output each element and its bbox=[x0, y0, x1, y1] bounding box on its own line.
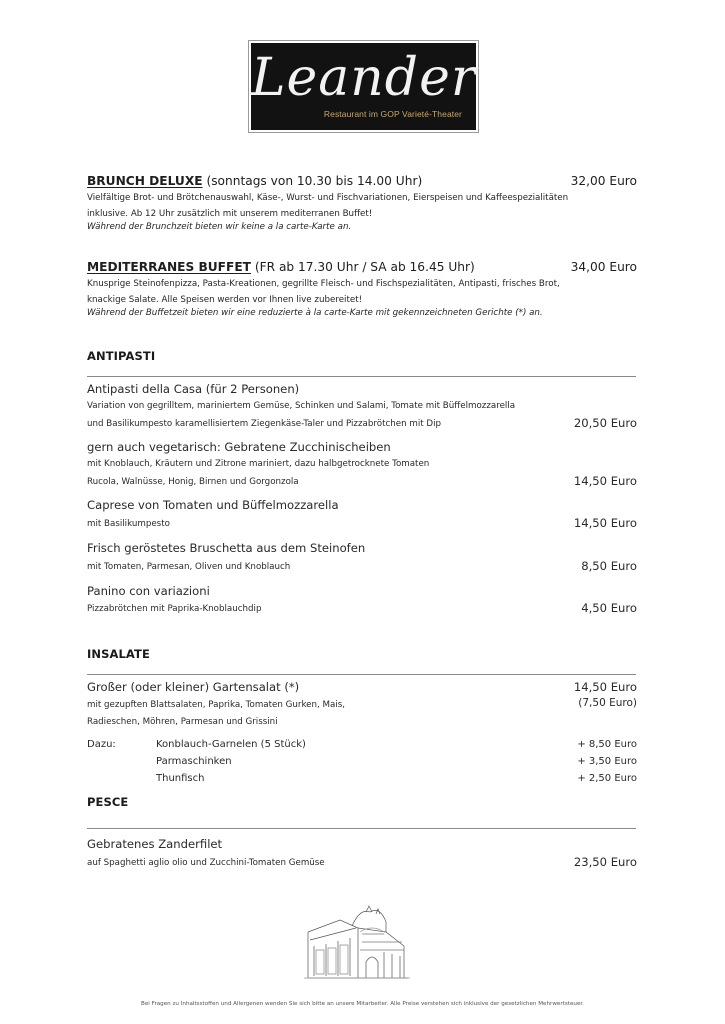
extra-item: Parmaschinken bbox=[156, 756, 232, 767]
menu-item-name: Gebratenes Zanderfilet bbox=[87, 837, 223, 851]
section-title: INSALATE bbox=[87, 647, 150, 661]
extra-price: + 2,50 Euro bbox=[577, 773, 637, 784]
offer-times: (sonntags von 10.30 bis 14.00 Uhr) bbox=[206, 174, 423, 188]
offer-description-line: Knusprige Steinofenpizza, Pasta-Kreationen, gegrillte Fleisch- und Fischspezialitäten, Antipasti, frisches Brot, bbox=[87, 279, 560, 289]
restaurant-logo bbox=[251, 43, 476, 130]
offer-description-line: Vielfältige Brot- und Brötchenauswahl, Käse-, Wurst- und Fischvariationen, Eierspeisen und Kaffeespezialitäten bbox=[87, 193, 569, 203]
menu-item-description: und Basilikumpesto karamellisiertem Ziegenkäse-Taler und Pizzabrötchen mit Dip bbox=[87, 419, 442, 429]
menu-item-price: 4,50 Euro bbox=[581, 601, 637, 615]
offer-description-line: knackige Salate. Alle Speisen werden vor Ihnen live zubereitet! bbox=[87, 295, 363, 305]
offer-note: Während der Brunchzeit bieten wir keine a la carte-Karte an. bbox=[87, 222, 352, 232]
logo-wordmark: Leander bbox=[251, 48, 477, 108]
offer-price: 34,00 Euro bbox=[570, 260, 637, 274]
menu-item-description: Variation von gegrilltem, mariniertem Gemüse, Schinken und Salami, Tomate mit Büffelmozzarella bbox=[87, 401, 516, 411]
menu-item-price: 14,50 Euro bbox=[573, 516, 637, 530]
logo-subtitle: Restaurant im GOP Varieté-Theater bbox=[323, 109, 462, 119]
offer-times: (FR ab 17.30 Uhr / SA ab 16.45 Uhr) bbox=[254, 260, 475, 274]
section-title: ANTIPASTI bbox=[87, 349, 156, 363]
section-divider bbox=[87, 376, 636, 377]
menu-item-name: Großer (oder kleiner) Gartensalat (*) bbox=[87, 680, 300, 694]
menu-item-description: Pizzabrötchen mit Paprika-Knoblauchdip bbox=[87, 604, 262, 614]
offer-name: MEDITERRANES BUFFET bbox=[87, 260, 251, 274]
extra-item: Thunfisch bbox=[156, 773, 205, 784]
menu-item-description: Radieschen, Möhren, Parmesan und Grissini bbox=[87, 717, 278, 727]
theater-building-sketch-icon bbox=[300, 902, 412, 982]
menu-item-name: Caprese von Tomaten und Büffelmozzarella bbox=[87, 498, 339, 512]
menu-item-description: mit Tomaten, Parmesan, Oliven und Knoblauch bbox=[87, 562, 291, 572]
menu-item-description: mit gezupften Blattsalaten, Paprika, Tomaten Gurken, Mais, bbox=[87, 700, 346, 710]
menu-item-price: 20,50 Euro bbox=[573, 416, 637, 430]
extra-price: + 8,50 Euro bbox=[577, 739, 637, 750]
menu-item-price: 8,50 Euro bbox=[581, 559, 637, 573]
section-divider bbox=[87, 674, 636, 675]
footer-note: Bei Fragen zu Inhaltsstoffen und Allergenen wenden Sie sich bitte an unsere Mitarbeiter. Alle Preise verstehen sich inklusive der gesetzlichen Mehrwertsteuer. bbox=[141, 1001, 584, 1007]
menu-item-name: Antipasti della Casa (für 2 Personen) bbox=[87, 382, 300, 396]
menu-item-name: gern auch vegetarisch: Gebratene Zucchinischeiben bbox=[87, 440, 391, 454]
menu-item-price-small: (7,50 Euro) bbox=[578, 697, 637, 709]
offer-note: Während der Buffetzeit bieten wir eine reduzierte à la carte-Karte mit gekennzeichneten Gerichte (*) an. bbox=[87, 308, 543, 318]
extras-label: Dazu: bbox=[87, 739, 116, 750]
menu-item-description: auf Spaghetti aglio olio und Zucchini-Tomaten Gemüse bbox=[87, 858, 325, 868]
section-divider bbox=[87, 828, 636, 829]
menu-item-name: Frisch geröstetes Bruschetta aus dem Steinofen bbox=[87, 541, 366, 555]
menu-item-name: Panino con variazioni bbox=[87, 584, 210, 598]
menu-item-price: 14,50 Euro bbox=[573, 680, 637, 694]
section-title: PESCE bbox=[87, 795, 129, 809]
menu-item-price: 23,50 Euro bbox=[573, 855, 637, 869]
menu-item-price: 14,50 Euro bbox=[573, 474, 637, 488]
offer-description-line: inklusive. Ab 12 Uhr zusätzlich mit unserem mediterranen Buffet! bbox=[87, 209, 373, 219]
menu-item-description: mit Basilikumpesto bbox=[87, 519, 170, 529]
offer-name: BRUNCH DELUXE bbox=[87, 174, 203, 188]
extra-item: Konblauch-Garnelen (5 Stück) bbox=[156, 739, 306, 750]
offer-title bbox=[87, 174, 422, 188]
offer-title bbox=[87, 260, 475, 274]
offer-price: 32,00 Euro bbox=[570, 174, 637, 188]
extra-price: + 3,50 Euro bbox=[577, 756, 637, 767]
menu-item-description: mit Knoblauch, Kräutern und Zitrone mariniert, dazu halbgetrocknete Tomaten bbox=[87, 459, 430, 469]
menu-item-description: Rucola, Walnüsse, Honig, Birnen und Gorgonzola bbox=[87, 477, 299, 487]
